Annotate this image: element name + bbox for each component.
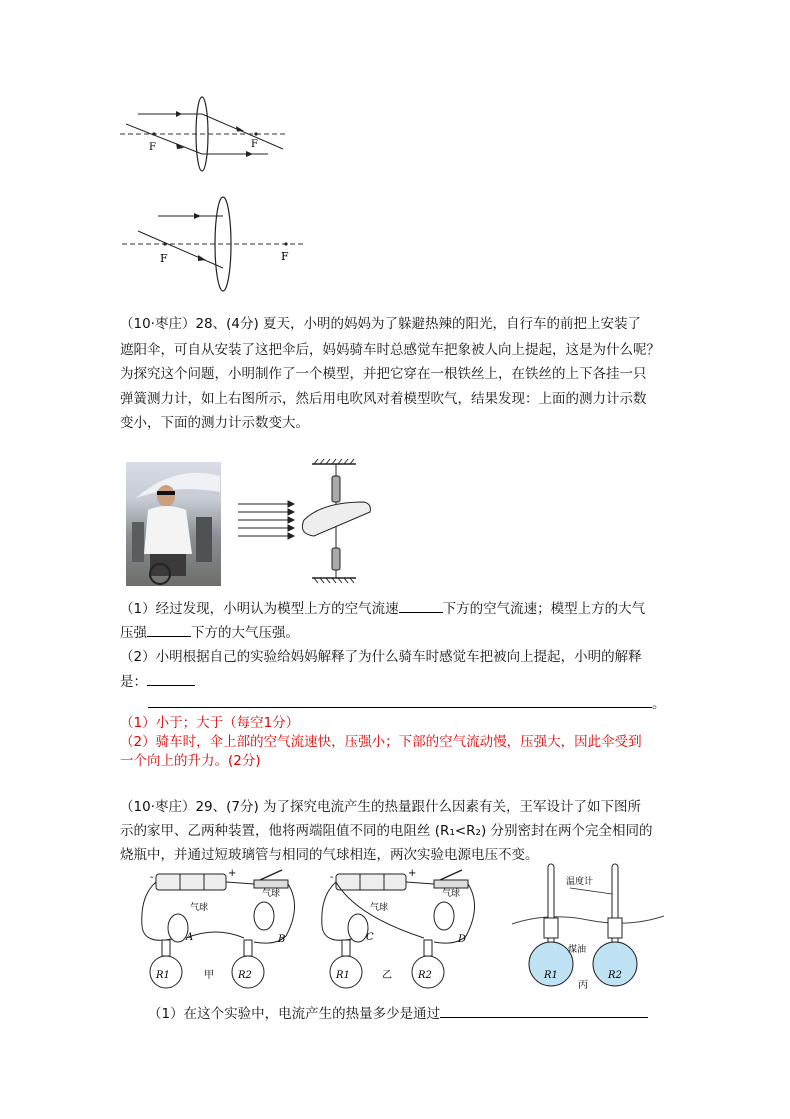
kerosene-label: 煤油 [568,945,587,955]
label-B: B [278,934,286,945]
lens-diagram-2 [118,193,308,293]
q29-blank-1[interactable] [440,1003,648,1018]
q29-line-2: 示的家甲、乙两种装置，他将两端阻值不同的电阻丝 (R₁<R₂) 分别密封在两个完全相同的 [120,823,653,839]
circuit-figure-bing [508,860,668,992]
label-R1: R1 [544,970,558,981]
q28-sub1-text-b: 下方的空气流速；模型上方的大气 [442,601,646,617]
q28-blank-1[interactable] [399,598,443,613]
q29-line-3: 烧瓶中，并通过短玻璃管与相同的气球相连，两次实验电源电压不变。 [120,847,539,863]
q28-sub1-line1 [120,598,645,619]
q28-answer-underline[interactable] [148,707,652,708]
focus-label-left: F [160,252,168,265]
figure-label-jia: 甲 [204,970,214,981]
q28-header: （10·枣庄）28、(4分) 夏天，小明的妈妈为了躲避热辣的阳光，自行车的前把上安装了 [120,316,642,332]
figure-label-bing: 丙 [578,980,588,991]
q29-sub1 [148,1003,648,1024]
label-R2: R2 [238,970,252,981]
q28-line-4: 变小，下面的测力计示数变大。 [120,415,309,431]
q28-sub2-line1: （2）小明根据自己的实验给妈妈解释了为什么骑车时感觉车把被向上提起，小明的解释 [120,649,642,665]
q28-line-3: 弹簧测力计，如上右图所示，然后用电吹风对着模型吹气，结果发现：上面的测力计示数 [120,391,647,407]
q28-answer-2a: （2）骑车时，伞上部的空气流速快，压强小；下部的空气流动慢，压强大，因此伞受到 [120,734,642,750]
q28-sub2-line2 [120,671,195,692]
q28-line-1: 遮阳伞，可自从安装了这把伞后，妈妈骑车时总感觉车把象被人向上提起，这是为什么呢？ [120,342,660,358]
q28-end-mark: 。 [652,696,666,712]
q28-sub2-text-b: 是： [120,674,147,690]
balloon-label: 气球 [370,903,389,913]
label-A: A [186,932,194,943]
q28-answer-2b: 一个向上的升力。(2分) [120,753,261,769]
lens-diagram-1 [118,96,288,176]
q28-answer-1: （1）小于；大于（每空1分） [120,715,300,731]
q28-sub1-line2 [120,622,299,643]
balloon-label: 气球 [262,889,281,899]
airfoil-model-diagram [232,458,382,588]
minus-sign: - [150,872,154,883]
figure-label-yi: 乙 [382,970,392,981]
balloon-label: 气球 [190,903,209,913]
label-R2: R2 [418,970,432,981]
photo-illustration [126,462,221,586]
balloon-label: 气球 [442,889,461,899]
q28-blank-3[interactable] [147,671,195,686]
circuit-figure-yi [316,866,484,990]
label-R1: R1 [156,970,170,981]
q28-blank-2[interactable] [147,622,191,637]
label-R1: R1 [336,970,350,981]
q29-header: （10·枣庄）29、(7分) 为了探究电流产生的热量跟什么因素有关，王军设计了如下图所 [120,799,642,815]
q28-sub1-text-d: 下方的大气压强。 [191,625,299,641]
thermometer-label: 温度计 [566,877,594,887]
q28-sub1-text-a: （1）经过发现，小明认为模型上方的空气流速 [120,601,399,617]
q28-sub1-text-c: 压强 [120,625,147,641]
cyclist-umbrella-photo [126,462,221,586]
plus-sign: + [408,868,417,879]
label-C: C [366,932,374,943]
circuit-figure-jia [136,866,304,990]
plus-sign: + [228,868,237,879]
label-R2: R2 [608,970,622,981]
q28-line-2: 为探究这个问题，小明制作了一个模型，并把它穿在一根铁丝上，在铁丝的上下各挂一只 [120,366,647,382]
focus-label-right: F [251,139,258,150]
focus-label-right: F [281,250,289,263]
focus-label-left: F [149,142,156,153]
minus-sign: - [330,872,334,883]
label-D: D [458,934,467,945]
q29-sub1-text: （1）在这个实验中，电流产生的热量多少是通过 [148,1006,441,1022]
